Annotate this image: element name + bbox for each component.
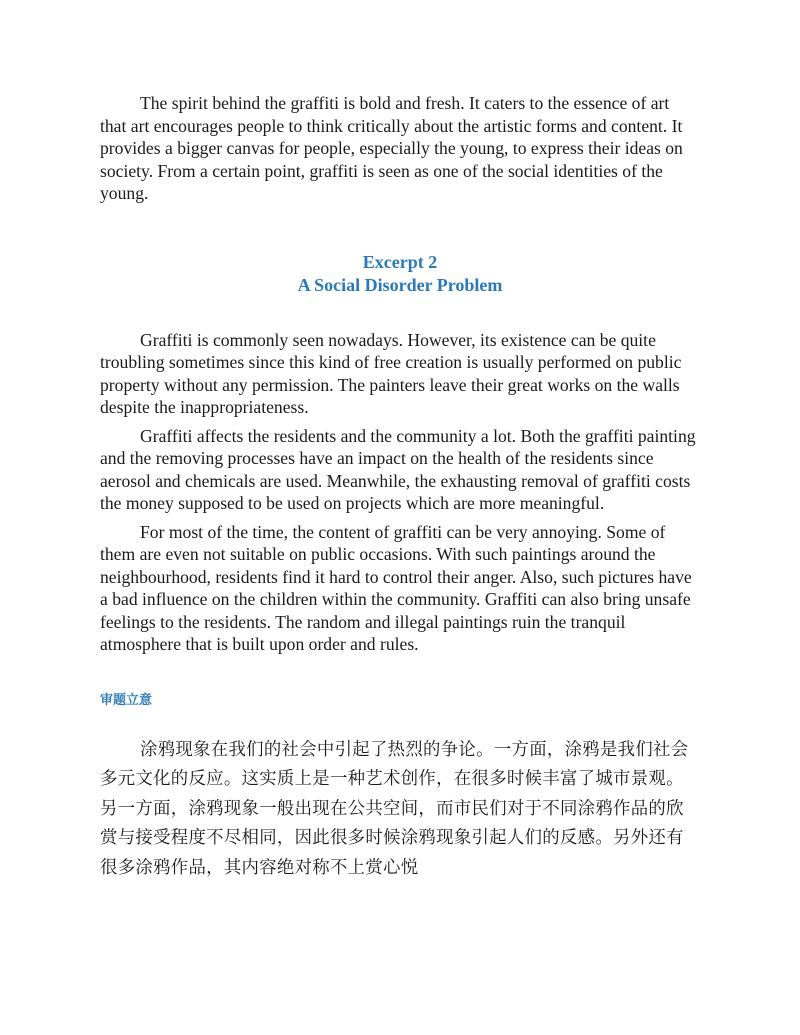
excerpt-number: Excerpt 2 <box>362 251 438 272</box>
body-paragraph-3: For most of the time, the content of graffiti can be very annoying. Some of them are even not suitable on public occasions. With such paintings around the neighbourhood, residents find it hard to control their anger. Also, such pictures have a bad influence on the children within the community. Graffiti can also bring unsafe feelings to the residents. The random and illegal paintings ruin the tranquil atmosphere that is built upon order and rules. <box>100 521 692 654</box>
body-paragraph-2: Graffiti affects the residents and the community a lot. Both the graffiti painting and the removing processes have an impact on the health of the residents since aerosol and chemicals are used. Meanwhile, the exhausting removal of graffiti costs the money supposed to be used on projects which are more meaningful. <box>100 425 696 513</box>
section-label-analysis: 审题立意 <box>100 692 153 708</box>
excerpt-title: A Social Disorder Problem <box>297 274 503 295</box>
body-paragraph-1: Graffiti is commonly seen nowadays. However, its existence can be quite troubling sometimes since this kind of free creation is usually performed on public property without any permission. The painters leave their great works on the walls despite the inappropriateness. <box>100 329 682 417</box>
document-page <box>100 92 700 883</box>
excerpt-heading <box>100 251 700 297</box>
chinese-paragraph: 涂鸦现象在我们的社会中引起了热烈的争论。一方面，涂鸦是我们社会多元文化的反应。这实质上是一种艺术创作，在很多时候丰富了城市景观。另一方面，涂鸦现象一般出现在公共空间，而市民们对于不同涂鸦作品的欣赏与接受程度不尽相同，因此很多时候涂鸦现象引起人们的反感。另外还有很多涂鸦作品，其内容绝对称不上赏心悦 <box>100 739 689 878</box>
intro-paragraph: The spirit behind the graffiti is bold and fresh. It caters to the essence of art that art encourages people to think critically about the artistic forms and content. It provides a bigger canvas for people, especially the young, to express their ideas on society. From a certain point, graffiti is seen as one of the social identities of the young. <box>100 93 683 203</box>
